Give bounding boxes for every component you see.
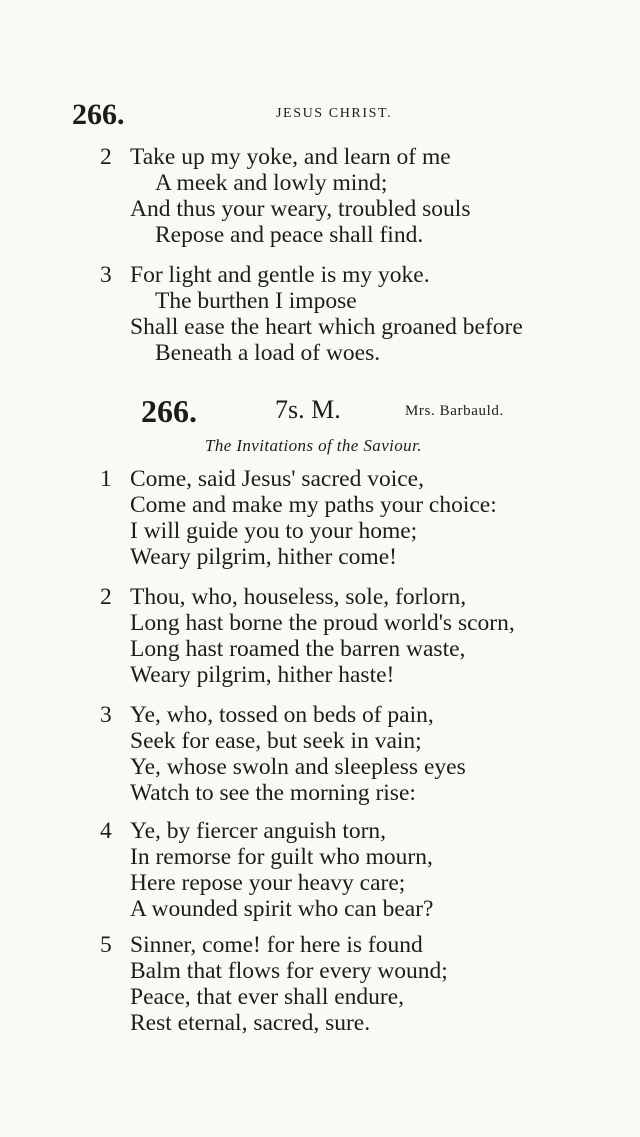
verse-line: Beneath a load of woes. (155, 340, 381, 366)
verse-line: And thus your weary, troubled souls (130, 196, 471, 222)
stanza-number: 3 (100, 262, 112, 288)
verse-line: Long hast roamed the barren waste, (130, 636, 466, 662)
stanza-number: 5 (100, 932, 112, 958)
hymn-meter: 7s. M. (275, 395, 341, 424)
running-title: JESUS CHRIST. (276, 106, 393, 121)
hymn-number: 266. (141, 393, 197, 429)
verse-line: Weary pilgrim, hither come! (130, 544, 397, 570)
hymn-subtitle: The Invitations of the Saviour. (205, 436, 422, 455)
verse-line: Long hast borne the proud world's scorn, (130, 610, 515, 636)
verse-line: Seek for ease, but seek in vain; (130, 728, 422, 754)
verse-line: Watch to see the morning rise: (130, 780, 416, 806)
verse-line: Here repose your heavy care; (130, 870, 406, 896)
stanza-number: 2 (100, 584, 112, 610)
verse-line: Peace, that ever shall endure, (130, 984, 405, 1010)
verse-line: Ye, whose swoln and sleepless eyes (130, 754, 466, 780)
stanza-number: 2 (100, 144, 112, 170)
verse-line: In remorse for guilt who mourn, (130, 844, 433, 870)
verse-line: Take up my yoke, and learn of me (130, 144, 451, 170)
verse-line: Repose and peace shall find. (155, 222, 424, 248)
stanza-number: 4 (100, 818, 112, 844)
running-head (0, 98, 640, 131)
verse-line: Sinner, come! for here is found (130, 932, 423, 958)
verse-line: The burthen I impose (155, 288, 357, 314)
hymn-author: Mrs. Barbauld. (405, 403, 504, 419)
verse-line: A meek and lowly mind; (155, 170, 388, 196)
verse-line: Thou, who, houseless, sole, forlorn, (130, 584, 467, 610)
verse-line: Rest eternal, sacred, sure. (130, 1010, 371, 1036)
verse-line: Balm that flows for every wound; (130, 958, 448, 984)
verse-line: Shall ease the heart which groaned before (130, 314, 523, 340)
verse-line: I will guide you to your home; (130, 518, 418, 544)
hymn-header (0, 393, 640, 427)
verse-line: Ye, who, tossed on beds of pain, (130, 702, 434, 728)
verse-line: Weary pilgrim, hither haste! (130, 662, 395, 688)
stanza-number: 1 (100, 466, 112, 492)
verse-line: Come, said Jesus' sacred voice, (130, 466, 424, 492)
verse-line: Ye, by fiercer anguish torn, (130, 818, 387, 844)
verse-line: Come and make my paths your choice: (130, 492, 497, 518)
verse-line: A wounded spirit who can bear? (130, 896, 434, 922)
running-page-number: 266. (72, 98, 125, 131)
verse-line: For light and gentle is my yoke. (130, 262, 430, 288)
stanza-number: 3 (100, 702, 112, 728)
